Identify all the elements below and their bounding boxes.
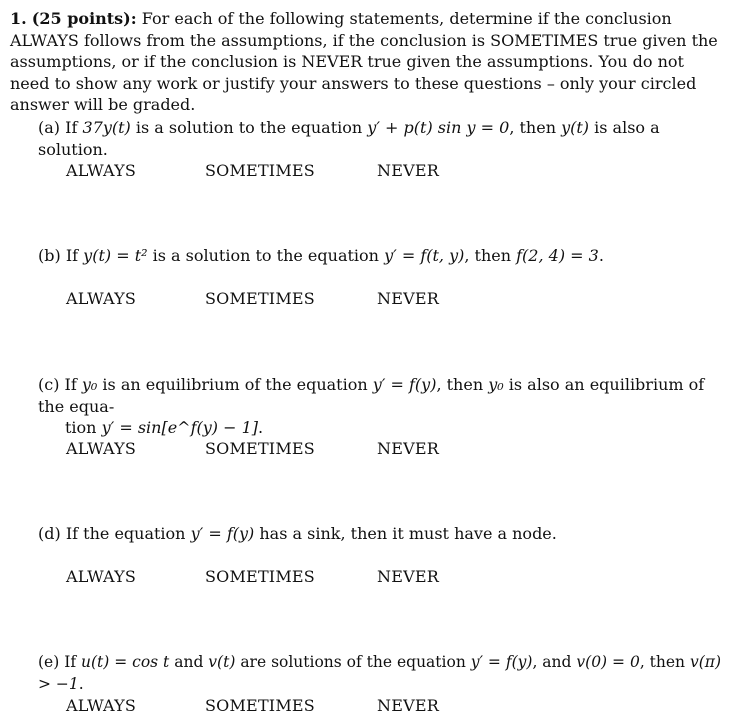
part-e-always-choice[interactable]: ALWAYS: [66, 696, 137, 715]
problem-points: (25 points):: [31, 9, 137, 28]
part-d-never-choice[interactable]: NEVER: [377, 567, 439, 586]
part-label: (e): [38, 653, 60, 671]
part-b-always-choice[interactable]: ALWAYS: [66, 289, 137, 308]
part-e-never-choice[interactable]: NEVER: [377, 696, 439, 715]
part-a-never-choice[interactable]: NEVER: [377, 161, 439, 180]
part-label: (c): [38, 375, 60, 394]
part-a-sometimes-choice[interactable]: SOMETIMES: [205, 161, 315, 180]
part-d-statement: (d) If the equation y′ = f(y) has a sink, then it must have a node.: [38, 524, 557, 543]
part-c-never-choice[interactable]: NEVER: [377, 439, 439, 458]
part-e-sometimes-choice[interactable]: SOMETIMES: [205, 696, 315, 715]
part-d-always-choice[interactable]: ALWAYS: [66, 567, 137, 586]
part-e-statement: (e) If u(t) = cos t and v(t) are solutions of the equation y′ = f(y), and v(0) = 0, then v(π) > −1.: [38, 653, 722, 693]
part-label: (d): [38, 524, 61, 543]
part-b-never-choice[interactable]: NEVER: [377, 289, 439, 308]
part-d-sometimes-choice[interactable]: SOMETIMES: [205, 567, 315, 586]
part-b-statement: (b) If y(t) = t² is a solution to the equation y′ = f(t, y), then f(2, 4) = 3.: [38, 246, 604, 265]
part-label: (a): [38, 118, 61, 137]
part-c-always-choice[interactable]: ALWAYS: [66, 439, 137, 458]
part-c-statement: (c) If y₀ is an equilibrium of the equation y′ = f(y), then y₀ is also an equilibrium of the equa- tion y′ = sin[e^f(y) − 1].: [38, 375, 705, 437]
part-c-sometimes-choice[interactable]: SOMETIMES: [205, 439, 315, 458]
problem-instructions: For each of the following statements, determine if the conclusion ALWAYS follows from the assumptions, if the conclusion is SOMETIMES true given the assumptions, or if the conclusion is NEVER true given the assumptions. You do not need to show any work or justify your answers to these questions – only your circled answer will be graded.: [10, 9, 718, 114]
problem-header: [10, 8, 728, 116]
part-b-sometimes-choice[interactable]: SOMETIMES: [205, 289, 315, 308]
part-a-always-choice[interactable]: ALWAYS: [66, 161, 137, 180]
problem-number: 1.: [10, 9, 27, 28]
part-a-statement: (a) If 37y(t) is a solution to the equation y′ + p(t) sin y = 0, then y(t) is also a solution.: [38, 118, 660, 159]
part-label: (b): [38, 246, 61, 265]
